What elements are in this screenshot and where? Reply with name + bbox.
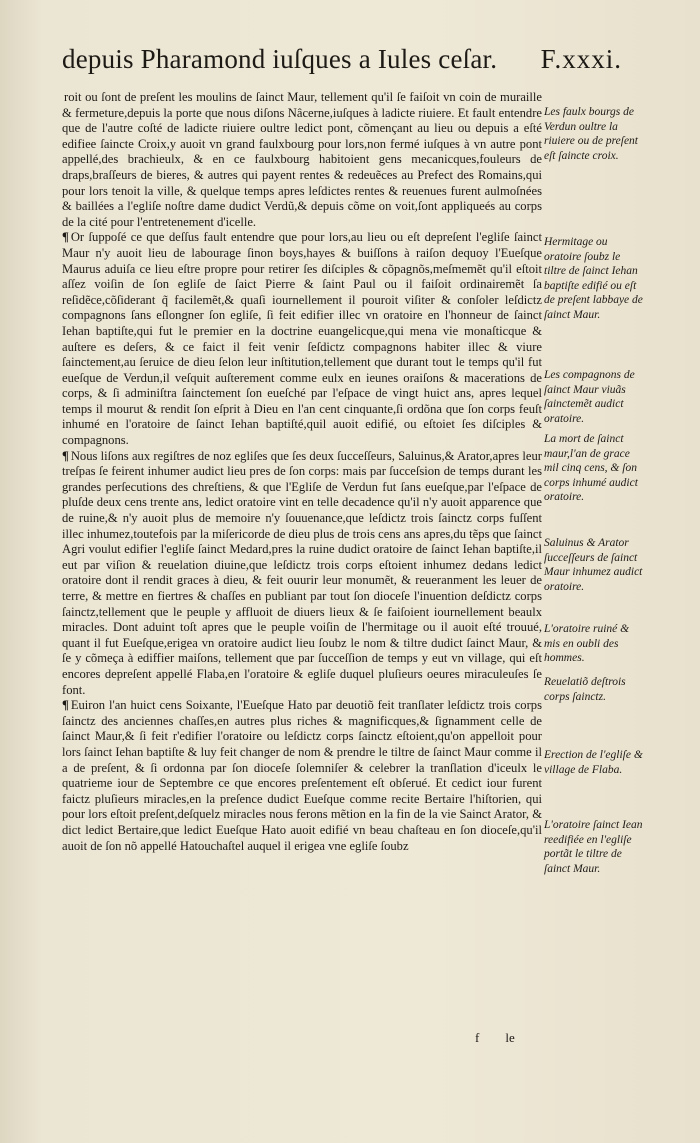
marginal-note: L'oratoire ſainct Iean reedifiée en l'egliſe portãt le tiltre de ſainct Maur. [544,819,643,875]
page-header [62,44,622,84]
folio-number: F.xxxi. [540,44,622,74]
marginal-note: Reuelatiõ deſtrois corps ſainctz. [544,676,626,703]
marginal-note: La mort de ſainct maur,l'an de grace mil cinq cens, & ſon corps inhumé audict oratoire. [544,433,638,503]
marginal-note: Erection de l'egliſe & village de Flaba. [544,749,643,776]
main-text-column [62,90,542,854]
paragraph-text: Nous liſons aux regiſtres de noz egliſes que ſes deux ſucceſſeurs, Saluinus,& Arator,apres leur treſpas ſe feirent inhumer audict lieu pres de ſon corps: mais par ſucceſsion de temps durant les grandes perſecutions des chreſtiens, & que l'Egliſe de Verdun fut ſans eueſque,par l'eſpace de pluſde deux cens trente ans, ledict oratoire vint en telle decadence qu'il n'y auoit apparence que de ruine,& n'y auoit plus de memoire n'y ſouuenance,que leſdictz trois ſainctz corps fuſſent illec inhumez,toutefois par la miſericorde de dieu plus de trois cens ans apres,du tẽps que ſainct Agri voulut edifier l'egliſe ſainct Medard,pres la ruine dudict oratoire de ſainct Iehan baptiſte,il eut par viſion & reuelation diuine,que leſdictz trois corps eſtoient inhumez dedans ledict oratoire dont il rendit graces à dieu, & feit ouurir leur monumẽt, & reueranment les leuer de terre, & mettre en fiertres & chaſſes en publiant par tout ſon dioceſe l'inuention deſdictz corps ſainctz,tellement que le peuple y affluoit de diuers lieux & ſe faiſoient iournellement beaulx miracles. Dont aduint toſt apres que le peuple voiſin de l'hermitage ou il auoit eſté trouué, quant il fut Eueſque,erigea vn oratoire audict lieu ſoubz le nom & tiltre dudict ſainct Maur, & ſe y cõmeça à ediffier maiſons, tellement que par ſucceſſion de temps y eut vn village, qui eſt encores depreſent appellé Flaba,en l'oratoire & egliſe duquel pluſieurs oeures miraculeuſes ſe font. [62,448,542,697]
paragraph-3 [62,449,542,699]
catchword: le [505,1030,515,1045]
pilcrow: ¶ [62,698,69,713]
signature-mark: f [475,1030,480,1045]
marginal-note: Saluinus & Arator ſucceſſeurs de ſainct Maur inhumez audict oratoire. [544,537,643,593]
paragraph-1 [62,90,542,230]
paragraph-text: roit ou ſont de preſent les moulins de ſainct Maur, tellement qu'il ſe faiſoit vn coin de muraille & fermeture,depuis la porte que nous diſons Nâcerne,iuſques à ladicte riuiere. Et fault entendre que de l'autre coſté de ladicte riuiere oultre ledict pont, cõmençant au lieu ou depuis a eſté edifiee ſaincte Croix,y auoit vn grand faulxbourg pour lors,non fermé iuſques à vn autre pont appellé,des brachieulx, & en ce faulxbourg habitoient gens mecanicques,fouleurs de draps,braſſeurs de bieres, & autres qui payent rentes & redeuẽces au Prefect des Romains,qui pour lors tenoit la ville, & quelque temps apres leſdictes rentes & reuenues furent aulmoſnées & baillées a l'egliſe noſtre dame dudict Verdũ,& depuis cõme on voit,ſont appliqueés au corps de la cité pour l'entretenement d'icelle. [62,90,542,229]
marginal-note: Hermitage ou oratoire ſoubz le tiltre de ſainct Iehan baptiſte edifié ou eſt de preſent labbaye de ſainct Maur. [544,236,643,321]
paragraph-4 [62,698,542,854]
running-head: depuis Pharamond iuſques a Iules ceſar. [62,44,498,74]
pilcrow: ¶ [62,230,69,245]
marginal-note: Les faulx bourgs de Verdun oultre la riuiere ou de preſent eſt ſaincte croix. [544,106,638,162]
paragraph-text: Or ſuppoſé ce que deſſus fault entendre que pour lors,au lieu ou eſt depreſent l'egliſe ſainct Maur n'y auoit lieu de labourage ſinon boys,hayes & buiſſons à raiſon dequoy l'Eueſque Maurus aduiſa ce lieu eſtre propre pour retirer ſes diſciples & cõpagnõs,meſmemẽt qu'il eſtoit aſſez voiſin de ſon egliſe de ſaict Pierre & ſaint Paul ou il faiſoit ordinairemẽt ſa reſidẽce,cõſiderant q̃ facilemẽt,& quaſi iournellement il pouroit viſiter & conſoler leſdictz compagnons ſans eſlongner ſon egliſe, ſi feit edifier illec vn oratoire en l'honneur de ſainct Iehan baptiſte,qui fut le premier en la doctrine euangelicque,qui mena vie monaſticque & auſtere es deſers, & ce faict il feit venir ſeſdictz compagnons habiter illec & viure ſainctement,au ſeruice de dieu ſelon leur inſtitution,tellement que durant tout le temps qu'il fut eueſque de Verdun,il veſquit auſterement comme eulx en ieunes oraiſons & macerations de corps, & ſi adminiſtra ſainctement ſon eueſché par l'eſpace de vingt huict ans, apres lequel temps il mourut & rendit ſon eſprit à Dieu en l'an cent cinquante,ſi ordõna que ſon corps feuſt inhumé en l'oratoire de ſainct Iehan baptiſté,quil auoit edifié, ou eſtoiet ſes diſciples & compagnons. [62,230,542,448]
marginal-note: Les compagnons de ſainct Maur viuãs ſainctemẽt audict oratoire. [544,369,635,425]
paragraph-2 [62,230,542,448]
page-footer [475,1030,545,1046]
marginal-note: L'oratoire ruiné & mis en oubli des hommes. [544,623,630,664]
pilcrow: ¶ [62,448,69,463]
paragraph-text: Euiron l'an huict cens Soixante, l'Eueſque Hato par deuotiõ feit tranſlater leſdictz trois corps ſainctz des anciennes chaſſes,en autres plus riches & magnificques,& ſignamment celle de ſainct Maur,& ſi feit r'edifier l'oratoire ou leſdictz corps ſainctz eſtoient,qu'on appelloit pour lors ſainct Iehan baptiſte & luy feit changer de nom & prendre le tiltre de ſainct Maur comme il a de preſent, & ſi ordonna par ſon dioceſe ſolemniſer & celebrer la tranſlation d'iceulx le quatrieme iour de Septembre ce que encores preſentement eſt obſerué. Et cedict iour furent faictz pluſieurs miracles,en la preſence dudict Eueſque comme recite Bertaire l'hiſtorien, qui pour lors eſtoit preſent,deſquelz miracles nous ferons mẽtion en la fin de la vie Sainct Arator, & dict ledict Bertaire,que ledict Eueſque Hato auoit edifié vn beau chaſteau en ſon dioceſe,qu'il auoit de ſon nõ appellé Hatouchaſtel auquel il erigea vne egliſe ſoubz [62,698,542,853]
